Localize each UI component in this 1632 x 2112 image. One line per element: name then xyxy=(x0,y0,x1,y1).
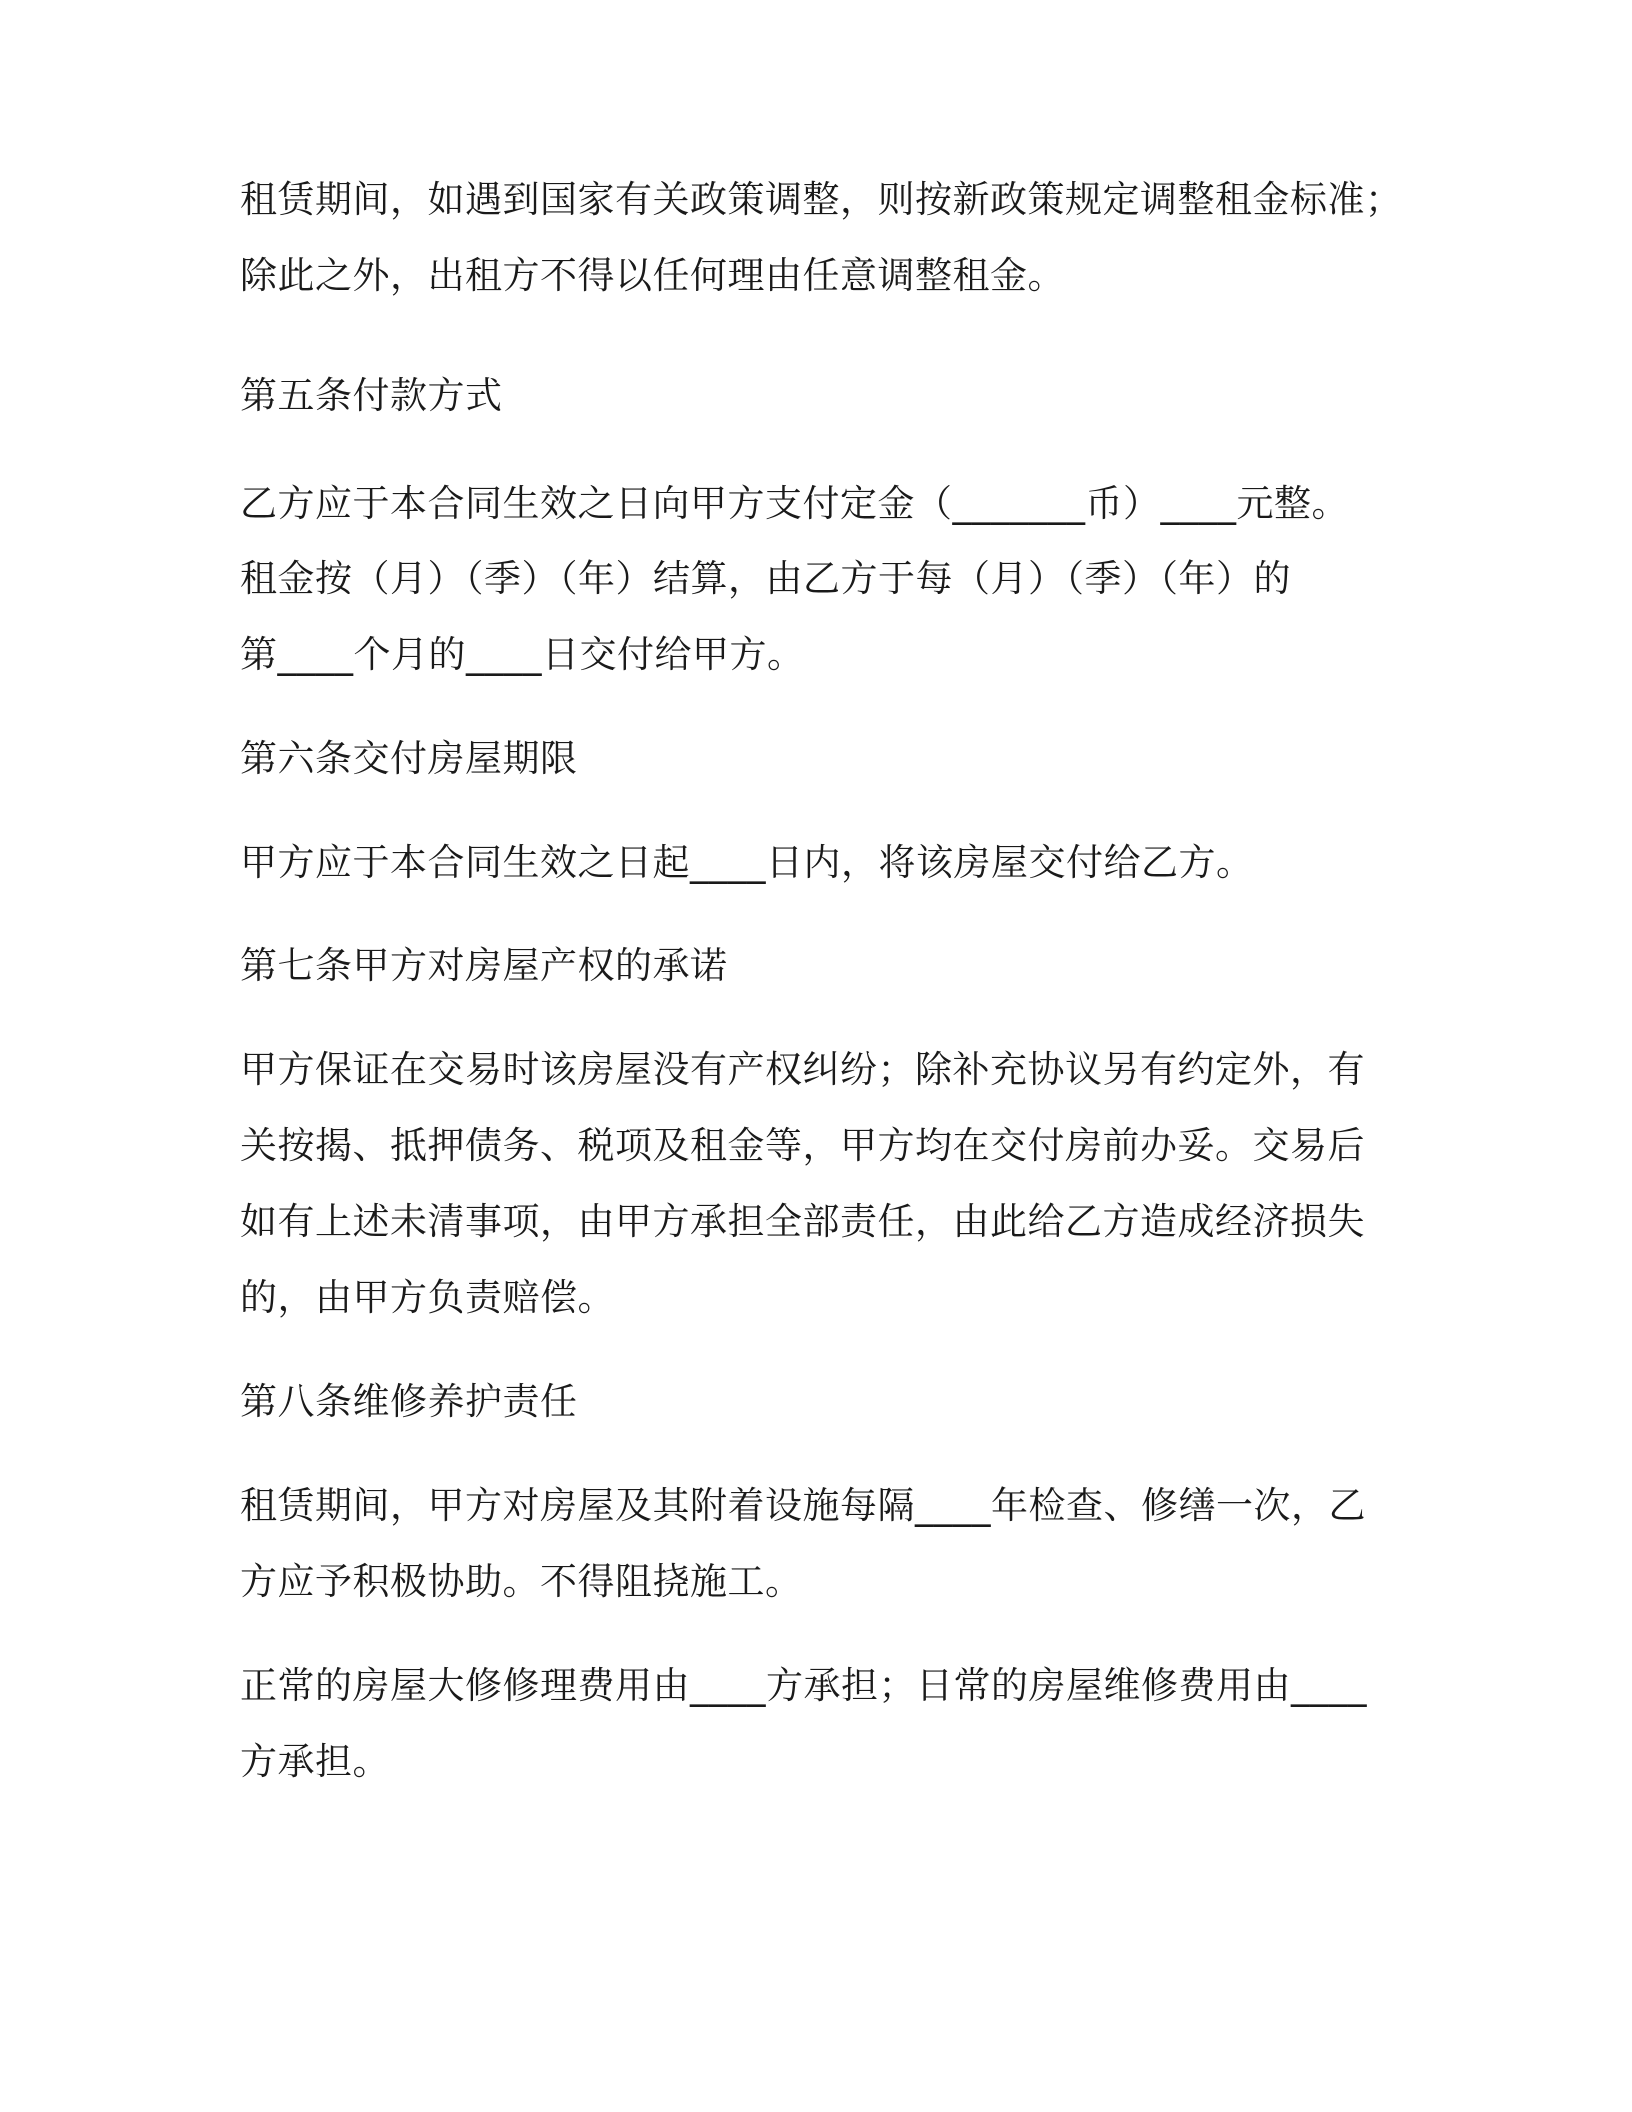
text-line: 乙方应于本合同生效之日向甲方支付定金（_______币）____元整。 xyxy=(240,482,1349,525)
section-heading: 第五条付款方式 xyxy=(240,374,503,417)
text-line: 甲方应于本合同生效之日起____日内，将该房屋交付给乙方。 xyxy=(240,841,1254,884)
text-line: 租赁期间，如遇到国家有关政策调整，则按新政策规定调整租金标准； xyxy=(240,178,1403,221)
text-line: 正常的房屋大修修理费用由____方承担；日常的房屋维修费用由____ xyxy=(240,1664,1367,1707)
section-heading: 第七条甲方对房屋产权的承诺 xyxy=(240,944,728,987)
text-line: 租赁期间，甲方对房屋及其附着设施每隔____年检查、修缮一次，乙 xyxy=(240,1484,1366,1527)
section-heading: 第六条交付房屋期限 xyxy=(240,737,578,780)
text-line: 租金按（月）（季）（年）结算，由乙方于每（月）（季）（年）的 xyxy=(240,557,1291,600)
text-line: 第____个月的____日交付给甲方。 xyxy=(240,633,805,676)
section-heading: 第八条维修养护责任 xyxy=(240,1380,578,1423)
text-line: 如有上述未清事项，由甲方承担全部责任，由此给乙方造成经济损失 xyxy=(240,1200,1365,1243)
text-line: 甲方保证在交易时该房屋没有产权纠纷；除补充协议另有约定外，有 xyxy=(240,1048,1365,1091)
text-line: 关按揭、抵押债务、税项及租金等，甲方均在交付房前办妥。交易后 xyxy=(240,1124,1365,1167)
text-line: 方应予积极协助。不得阻挠施工。 xyxy=(240,1560,803,1603)
text-line: 的，由甲方负责赔偿。 xyxy=(240,1276,615,1319)
text-line: 除此之外，出租方不得以任何理由任意调整租金。 xyxy=(240,254,1065,297)
text-line: 方承担。 xyxy=(240,1740,390,1783)
